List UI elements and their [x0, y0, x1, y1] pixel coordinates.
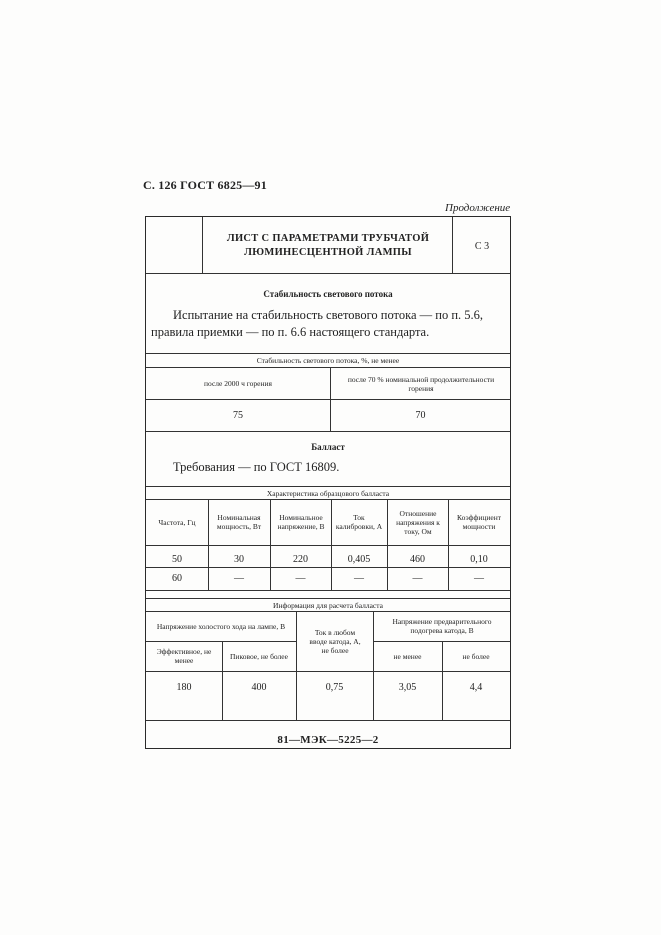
calc-col-effective: Эффективное, не менее [156, 647, 212, 665]
flux-col-2000h: после 2000 ч горения [204, 379, 272, 388]
ballast-heading: Балласт [311, 442, 345, 452]
flux-heading: Стабильность светового потока [263, 289, 393, 299]
ballast-cell: — [474, 572, 484, 584]
calc-col-max: не более [462, 651, 490, 661]
calc-value-effective: 180 [176, 681, 192, 693]
ballast-cell: — [354, 572, 364, 584]
calc-table-caption: Информация для расчета балласта [273, 600, 383, 610]
ballast-cell: 0,405 [347, 553, 371, 565]
ballast-col-power: Номинальная мощность, Вт [216, 513, 262, 531]
sheet-title: ЛИСТ С ПАРАМЕТРАМИ ТРУБЧАТОЙ ЛЮМИНЕСЦЕНТНОЙ ЛАМПЫ [226, 233, 430, 258]
ballast-cell: 50 [172, 553, 182, 565]
flux-value-2000h: 75 [233, 409, 243, 421]
ballast-cell: 220 [293, 553, 308, 565]
calc-col-peak: Пиковое, не более [230, 651, 288, 661]
flux-value-70pct: 70 [415, 409, 426, 421]
ballast-col-powerfactor: Коэффициент мощности [457, 513, 501, 531]
calc-value-current: 0,75 [325, 681, 344, 693]
calc-value-min: 3,05 [398, 681, 417, 693]
calc-group-ocv: Напряжение холостого хода на лампе, В [156, 621, 286, 631]
footer-code: 81—МЭК—5225—2 [277, 734, 379, 746]
ballast-paragraph: Требования — по ГОСТ 16809. [173, 460, 340, 474]
flux-table-caption: Стабильность светового потока, %, не менее [256, 355, 400, 365]
calc-col-min: не менее [393, 651, 422, 661]
ballast-col-current: Ток калибровки, А [335, 513, 383, 531]
ballast-cell: 460 [410, 553, 425, 565]
ballast-cell: — [412, 572, 423, 584]
ballast-col-ratio: Отношение напряжения к току, Ом [396, 508, 440, 536]
sheet-code: С 3 [474, 240, 490, 252]
sheet-frame [145, 216, 511, 749]
page-header: С. 126 ГОСТ 6825—91 [143, 178, 267, 192]
calc-group-preheat: Напряжение предварительного подогрева катода, В [392, 617, 492, 635]
ballast-cell: — [295, 572, 306, 584]
calc-value-max: 4,4 [469, 681, 483, 693]
ballast-cell: 60 [172, 572, 182, 584]
ballast-col-frequency: Частота, Гц [158, 517, 196, 527]
calc-value-peak: 400 [251, 681, 267, 693]
ballast-cell: — [234, 572, 244, 584]
ballast-col-voltage: Номинальное напряжение, В [277, 513, 325, 531]
continuation-label: Продолжение [445, 202, 511, 214]
flux-col-70pct: после 70 % номинальной продолжительности горения [347, 374, 495, 393]
ballast-cell: 0,10 [470, 553, 488, 565]
flux-paragraph: Испытание на стабильность светового потока — по п. 5.6, правила приемки — по п. 6.6 настоящего стандарта. [151, 308, 484, 339]
ballast-table-caption: Характеристика образцового балласта [266, 488, 390, 498]
calc-col-current: Ток в любом вводе катода, А, не более [309, 627, 361, 655]
ballast-cell: 30 [234, 553, 244, 565]
